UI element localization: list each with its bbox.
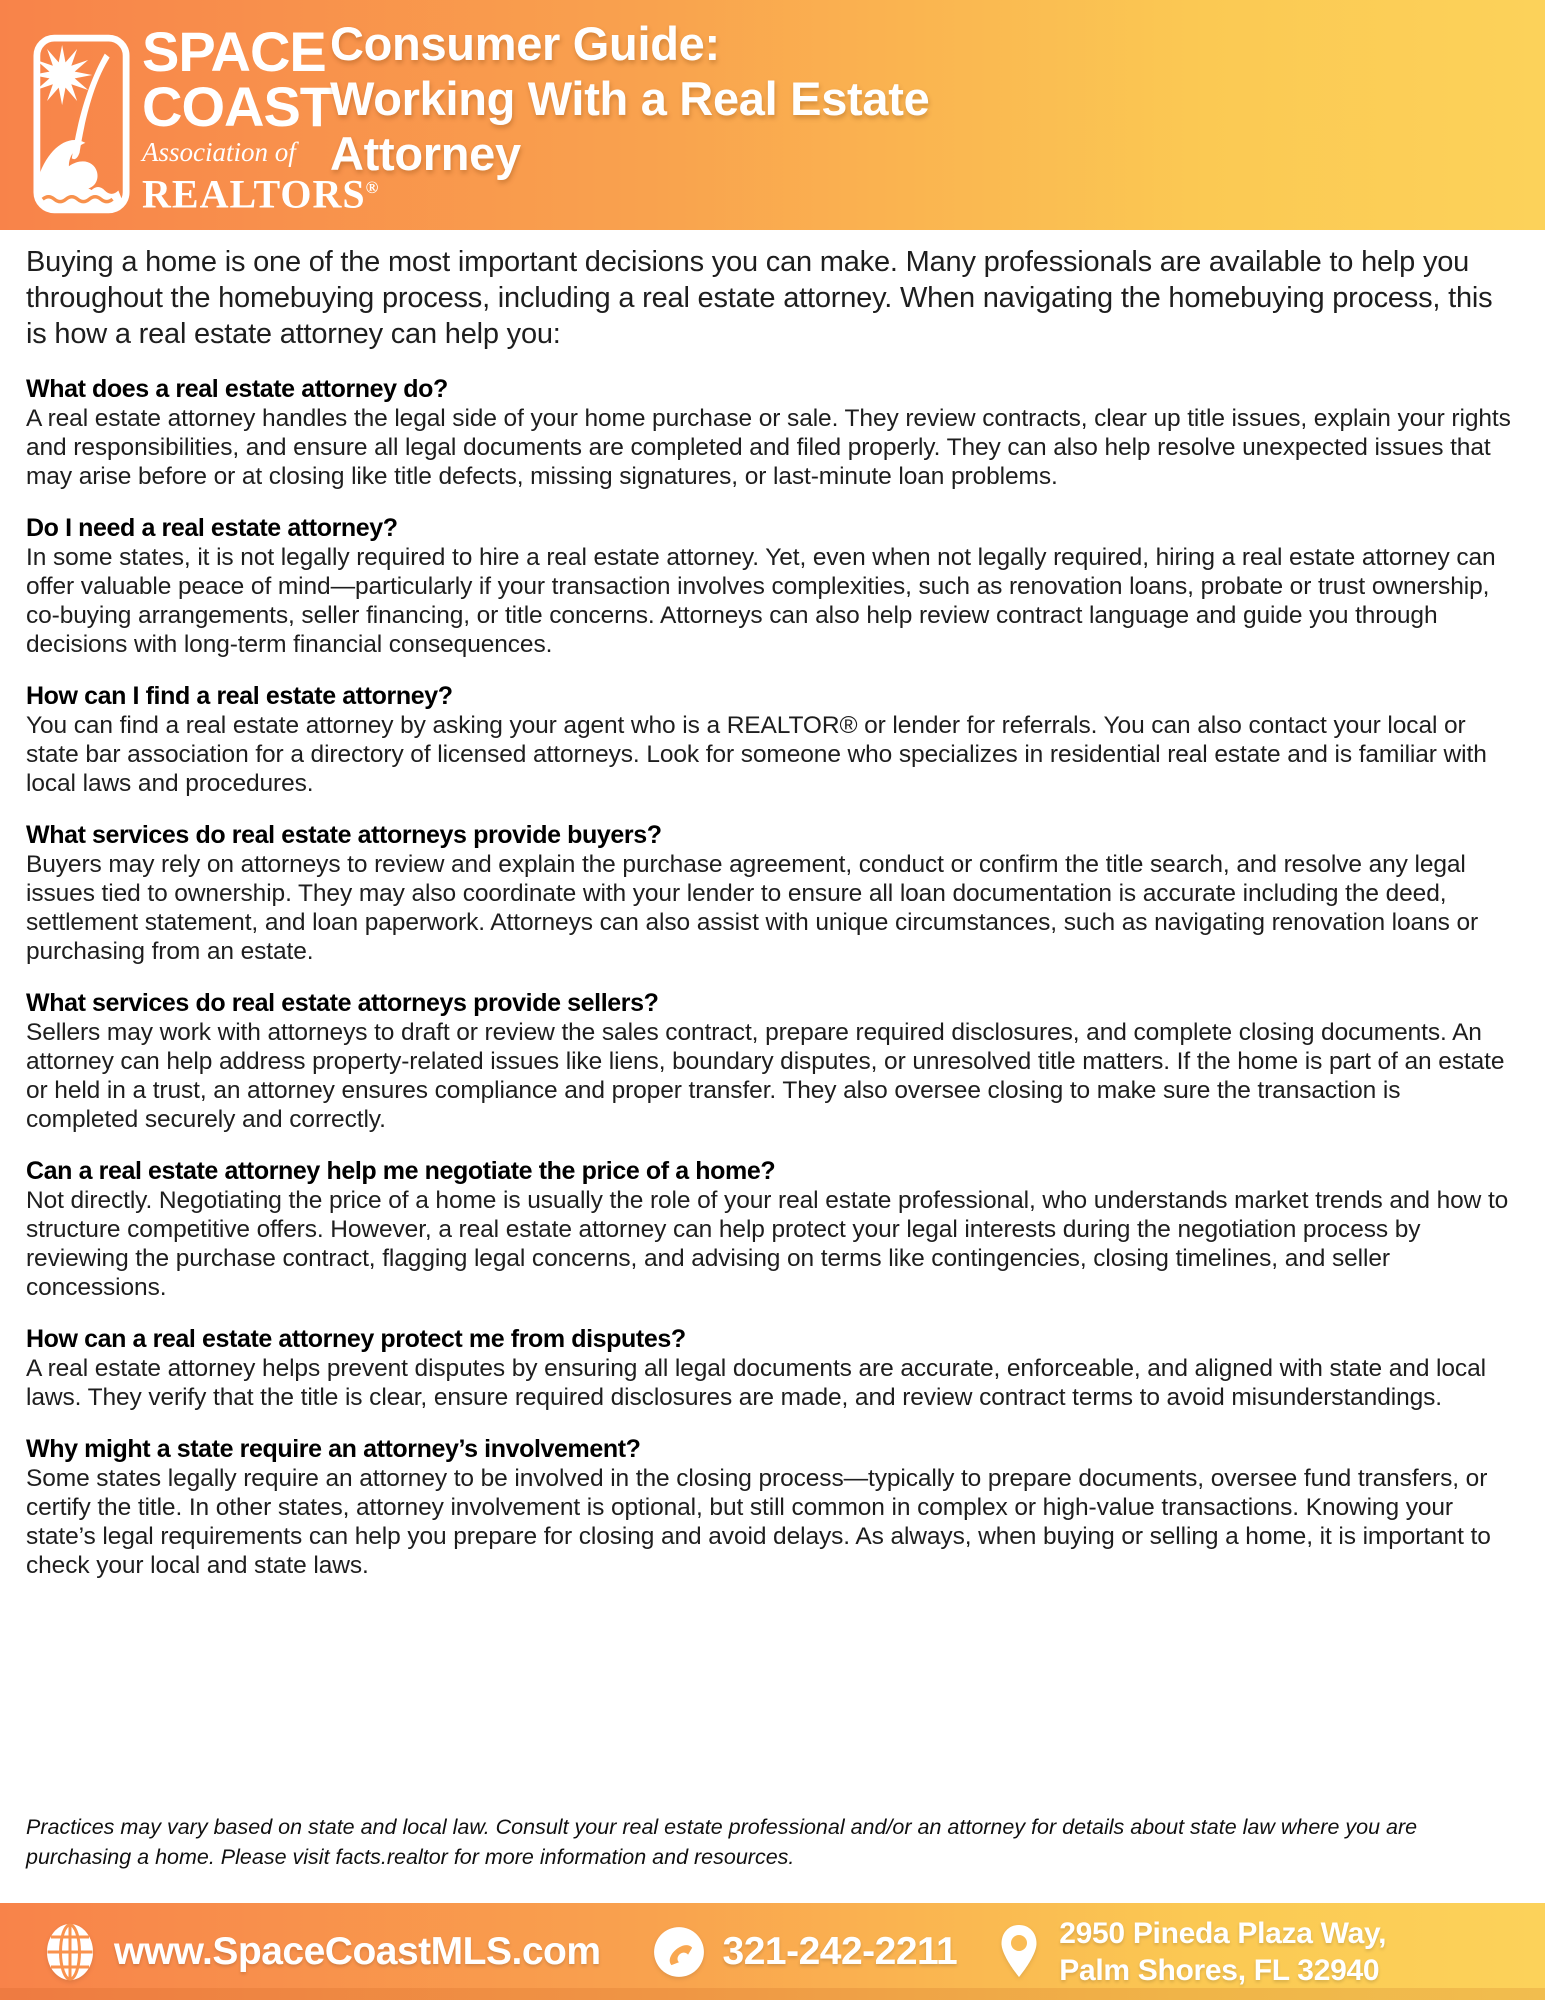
section-body: You can find a real estate attorney by asking your agent who is a REALTOR® or lender for referrals. You can also contact your local or state bar association for a directory of licensed attorneys. Look for someone who specializes in residential real estate and is familiar with local laws and procedures.	[26, 712, 1487, 797]
page-title	[330, 16, 929, 181]
logo-name-line1: SPACE	[142, 20, 326, 83]
section-services-sellers	[26, 988, 1519, 1134]
sun-wave-logo-icon	[33, 33, 130, 215]
address-text	[1059, 1915, 1386, 1989]
document-body	[0, 230, 1545, 1903]
section-heading: Can a real estate attorney help me negotiate the price of a home?	[26, 1157, 776, 1185]
phone-link[interactable]	[653, 1926, 958, 1978]
space-coast-logo	[33, 33, 130, 220]
section-services-buyers	[26, 820, 1519, 966]
section-state-requirements	[26, 1434, 1519, 1580]
section-negotiate-price	[26, 1156, 1519, 1302]
phone-icon	[653, 1926, 705, 1978]
title-line-3: Attorney	[330, 127, 521, 180]
office-address	[997, 1915, 1386, 1989]
globe-icon	[44, 1922, 96, 1982]
section-heading: How can I find a real estate attorney?	[26, 682, 453, 710]
section-do-i-need-attorney	[26, 513, 1519, 659]
section-body: Buyers may rely on attorneys to review and explain the purchase agreement, conduct or confirm the title search, and resolve any legal issues tied to ownership. They may also coordinate with your lender to ensure all loan documentation is accurate including the deed, settlement statement, and loan paperwork. Attorneys can also assist with unique circumstances, such as navigating renovation loans or purchasing from an estate.	[26, 851, 1479, 965]
section-heading: How can a real estate attorney protect me from disputes?	[26, 1325, 686, 1353]
section-how-find-attorney	[26, 681, 1519, 798]
header-banner	[0, 0, 1545, 230]
registered-mark: ®	[365, 178, 380, 197]
title-line-2: Working With a Real Estate	[330, 72, 930, 125]
section-heading: What services do real estate attorneys provide sellers?	[26, 989, 659, 1017]
section-body: Some states legally require an attorney to be involved in the closing process—typically to prepare documents, oversee fund transfers, or certify the title. In other states, attorney involvement is optional, but still common in complex or high-value transactions. Knowing your state’s legal requirements can help you prepare for closing and avoid delays. As always, when buying or selling a home, it is important to check your local and state laws.	[26, 1465, 1491, 1579]
location-pin-icon	[997, 1923, 1041, 1981]
website-link[interactable]	[44, 1922, 601, 1982]
section-body: A real estate attorney handles the legal side of your home purchase or sale. They review contracts, clear up title issues, explain your rights and responsibilities, and ensure all legal documents are completed and filed properly. They can also help resolve unexpected issues that may arise before or at closing like title defects, missing signatures, or last-minute loan problems.	[26, 405, 1511, 490]
address-line-1: 2950 Pineda Plaza Way,	[1059, 1916, 1387, 1950]
section-heading: Why might a state require an attorney’s involvement?	[26, 1435, 641, 1463]
section-heading: What does a real estate attorney do?	[26, 375, 448, 403]
section-what-does-attorney-do	[26, 374, 1519, 491]
section-body: In some states, it is not legally required to hire a real estate attorney. Yet, even when not legally required, hiring a real estate attorney can offer valuable peace of mind—particularly if your transaction involves complexities, such as renovation loans, probate or trust ownership, co-buying arrangements, seller financing, or title concerns. Attorneys can also help review contract language and guide you through decisions with long-term financial consequences.	[26, 544, 1496, 658]
section-heading: Do I need a real estate attorney?	[26, 514, 398, 542]
logo-realtors-text: REALTORS	[142, 171, 366, 217]
logo-name-line2: COAST	[142, 75, 333, 138]
phone-number[interactable]: 321-242-2211	[722, 1929, 958, 1973]
section-body: A real estate attorney helps prevent disputes by ensuring all legal documents are accurate, enforceable, and aligned with state and local laws. They verify that the title is clear, ensure required disclosures are made, and review contract terms to avoid misunderstandings.	[26, 1355, 1486, 1411]
section-protect-disputes	[26, 1324, 1519, 1412]
footer-bar	[0, 1903, 1545, 2000]
logo-tagline: Association of	[142, 137, 296, 167]
section-body: Not directly. Negotiating the price of a home is usually the role of your real estate professional, who understands market trends and how to structure competitive offers. However, a real estate attorney can help protect your legal interests during the negotiation process by reviewing the purchase contract, flagging legal concerns, and advising on terms like contingencies, closing timelines, and seller concessions.	[26, 1187, 1509, 1301]
section-heading: What services do real estate attorneys provide buyers?	[26, 821, 662, 849]
intro-paragraph: Buying a home is one of the most important decisions you can make. Many professionals are available to help you throughout the homebuying process, including a real estate attorney. When navigating the homebuying process, this is how a real estate attorney can help you:	[26, 246, 1493, 350]
title-line-1: Consumer Guide:	[330, 17, 720, 70]
address-line-2: Palm Shores, FL 32940	[1059, 1953, 1380, 1987]
legal-disclaimer: Practices may vary based on state and local law. Consult your real estate professional and/or an attorney for details about state law where you are purchasing a home. Please visit facts.realtor for more information and resources.	[26, 1814, 1418, 1869]
section-body: Sellers may work with attorneys to draft or review the sales contract, prepare required disclosures, and complete closing documents. An attorney can help address property-related issues like liens, boundary disputes, or unresolved title matters. If the home is part of an estate or held in a trust, an attorney ensures compliance and proper transfer. They also oversee closing to make sure the transaction is completed securely and correctly.	[26, 1019, 1505, 1133]
website-url[interactable]: www.SpaceCoastMLS.com	[114, 1929, 601, 1973]
